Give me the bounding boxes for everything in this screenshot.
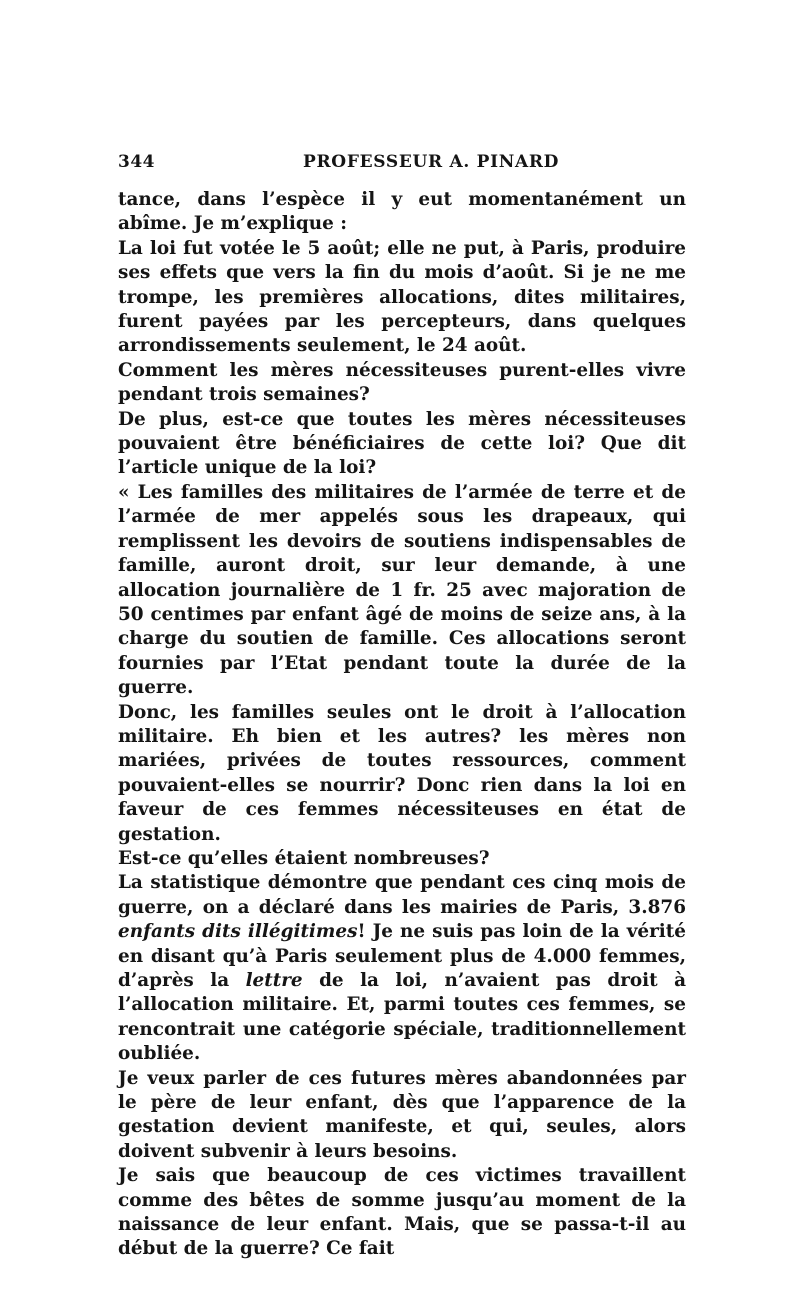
paragraph-6: Donc, les familles seules ont le droit à l’allocation militaire. Eh bien et les autres? les mères non mariées, privées de toutes ressources, comment pouvaient-elles se nourrir? Donc rien dans la loi en faveur de ces femmes nécessiteuses en état de gestation. [118,701,686,845]
running-title: PROFESSEUR A. PINARD [303,152,560,172]
paragraph-10: Je sais que beaucoup de ces victimes travaillent comme des bêtes de somme jusqu’au moment de la naissance de leur enfant. Mais, que se passa-t-il au début de la guerre? Ce fait [118,1165,686,1260]
statistics-text-middle: ! Je ne suis pas loin de la vérité en disant qu’à Paris seulement plus de 4.000 femmes, d’après la [118,921,686,991]
paragraph-4: De plus, est-ce que toutes les mères nécessiteuses pouvaient être bénéficiaires de cette loi? Que dit l’article unique de la loi? [118,408,686,479]
paragraph-2: La loi fut votée le 5 août; elle ne put, à Paris, produire ses effets que vers la fin du mois d’août. Si je ne me trompe, les premières allocations, dites militaires, furent payées par les percepteurs, dans quelques arrondissements seulement, le 24 août. [118,237,686,357]
page-number: 344 [118,152,155,172]
law-quotation: « Les familles des militaires de l’armée de terre et de l’armée de mer appelés sous les drapeaux, qui remplissent les devoirs de soutiens indispensables de famille, auront droit, sur leur demande, à une allocation journalière de 1 fr. 25 avec majoration de 50 centimes par enfant âgé de moins de seize ans, à la charge du soutien de famille. Ces allocations seront fournies par l’Etat pendant toute la durée de la guerre. [118,481,686,699]
paragraph-3: Comment les mères nécessiteuses purent-elles vivre pendant trois semaines? [118,359,686,406]
paragraph-9: Je veux parler de ces futures mères abandonnées par le père de leur enfant, dès que l’apparence de la gestation devient manifeste, et qui, seules, alors doivent subvenir à leurs besoins. [118,1067,686,1162]
paragraph-1: tance, dans l’espèce il y eut momentanément un abîme. Je m’explique : [118,189,686,235]
running-header [118,142,686,174]
italic-illegitimate-children: enfants dits illégitimes [118,921,358,943]
statistics-text-after: de la loi, n’avaient pas droit à l’allocation militaire. Et, parmi toutes ces femmes, se rencontrait une catégorie spéciale, traditionnellement oubliée. [118,970,686,1065]
page-body [118,188,686,1262]
italic-letter: lettre [245,970,303,991]
statistics-paragraph [118,871,686,1066]
book-page [118,142,686,1260]
paragraph-7: Est-ce qu’elles étaient nombreuses? [118,847,490,869]
statistics-text-before: La statistique démontre que pendant ces cinq mois de guerre, on a déclaré dans les mairies de Paris, 3.876 [118,872,686,918]
